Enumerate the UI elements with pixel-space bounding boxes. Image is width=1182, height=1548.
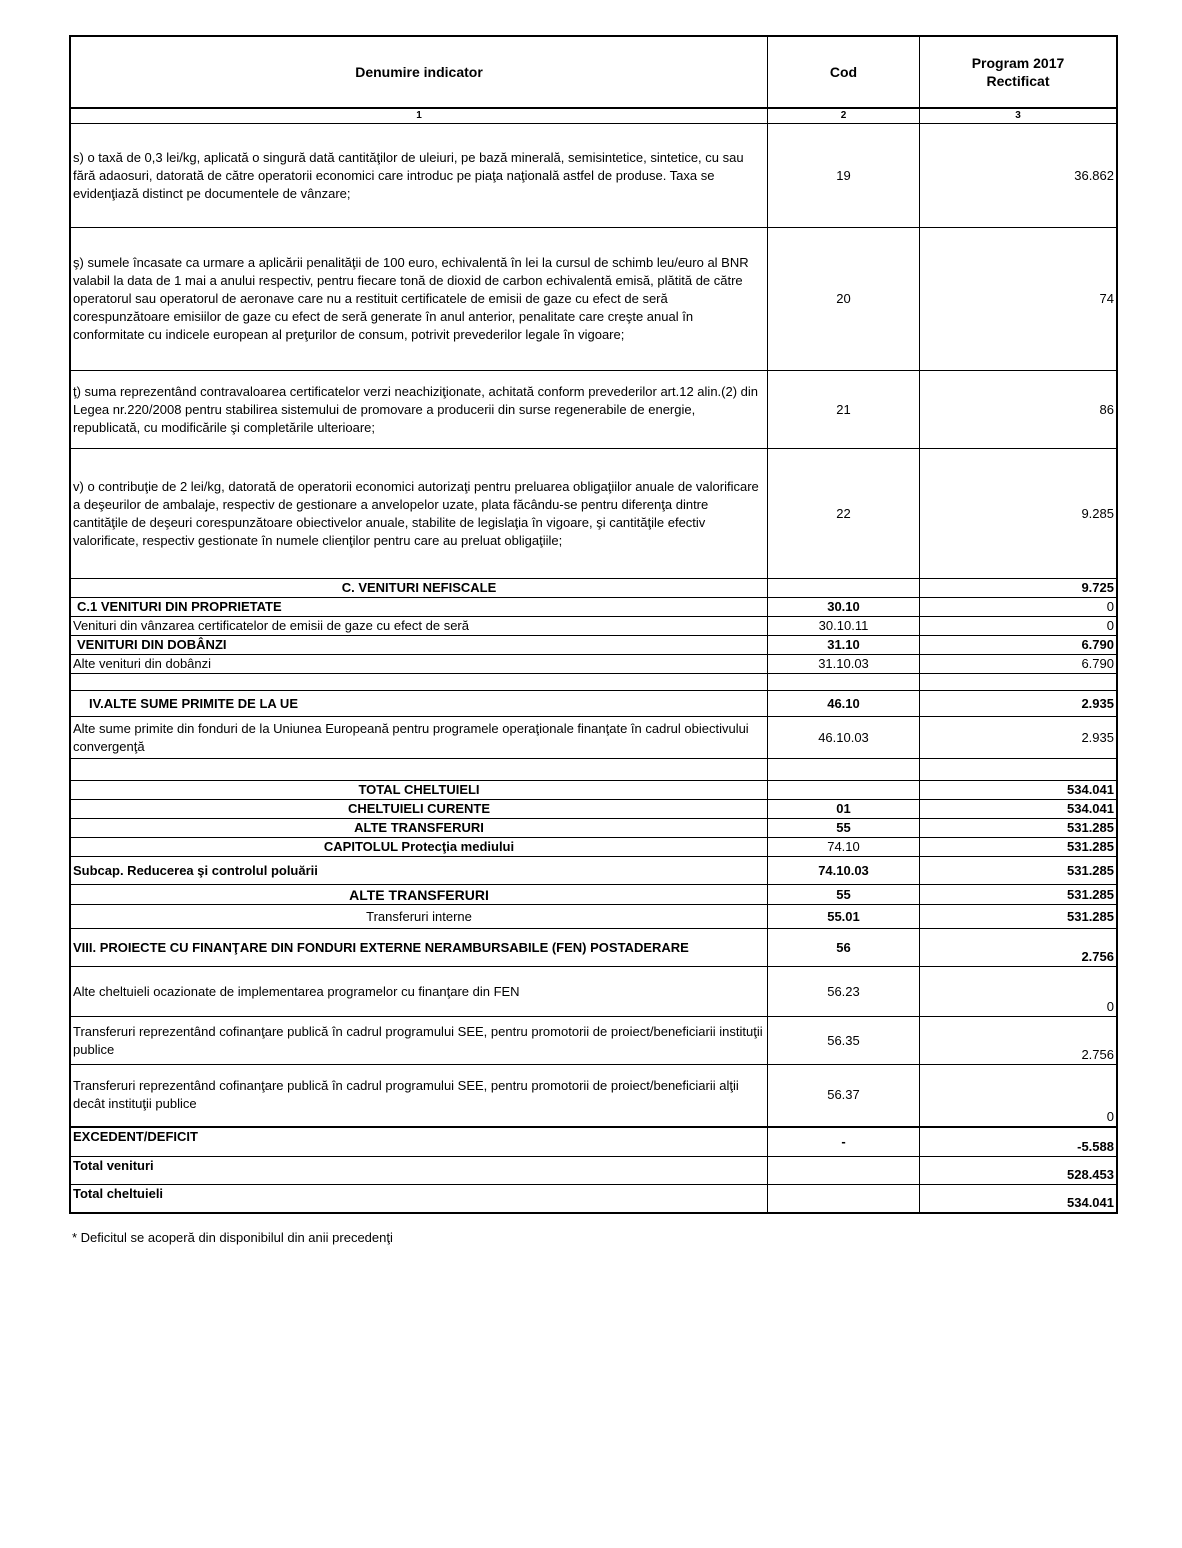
table-row xyxy=(70,1065,1117,1127)
row-code: 55 xyxy=(768,885,920,905)
row-name: Total venituri xyxy=(70,1157,768,1185)
table-row xyxy=(70,905,1117,929)
table-row xyxy=(70,1017,1117,1065)
row-name: Alte cheltuieli ocazionate de implementarea programelor cu finanţare din FEN xyxy=(70,967,768,1017)
row-name: Transferuri interne xyxy=(70,905,768,929)
table-row xyxy=(70,759,1117,781)
row-code xyxy=(768,1157,920,1185)
table-row xyxy=(70,1185,1117,1213)
row-name: ALTE TRANSFERURI xyxy=(70,885,768,905)
row-value: 9.285 xyxy=(920,449,1118,579)
row-code: 46.10.03 xyxy=(768,717,920,759)
table-row xyxy=(70,857,1117,885)
row-value: 2.935 xyxy=(920,717,1118,759)
table-row xyxy=(70,371,1117,449)
row-code: 55 xyxy=(768,819,920,838)
row-code: 56 xyxy=(768,929,920,967)
row-code xyxy=(768,674,920,691)
row-name: Total cheltuieli xyxy=(70,1185,768,1213)
row-value: 6.790 xyxy=(920,655,1118,674)
table-row xyxy=(70,929,1117,967)
row-name: Transferuri reprezentând cofinanţare publică în cadrul programului SEE, pentru promotorii de proiect/beneficiarii instituţii publice xyxy=(70,1017,768,1065)
row-name: VENITURI DIN DOBÂNZI xyxy=(70,636,768,655)
table-row xyxy=(70,655,1117,674)
row-code: 56.35 xyxy=(768,1017,920,1065)
table-row xyxy=(70,819,1117,838)
row-code: 30.10.11 xyxy=(768,617,920,636)
row-value: 531.285 xyxy=(920,838,1118,857)
header-program-line1: Program 2017 xyxy=(971,55,1065,71)
row-name: TOTAL CHELTUIELI xyxy=(70,781,768,800)
header-program xyxy=(920,36,1118,108)
row-value: 534.041 xyxy=(920,781,1118,800)
row-value: 9.725 xyxy=(920,579,1118,598)
table-row xyxy=(70,228,1117,371)
row-name: CHELTUIELI CURENTE xyxy=(70,800,768,819)
row-name: CAPITOLUL Protecţia mediului xyxy=(70,838,768,857)
row-value: 531.285 xyxy=(920,885,1118,905)
row-code: 74.10.03 xyxy=(768,857,920,885)
row-value: 531.285 xyxy=(920,857,1118,885)
row-code: 55.01 xyxy=(768,905,920,929)
table-row xyxy=(70,691,1117,717)
row-name: IV.ALTE SUME PRIMITE DE LA UE xyxy=(70,691,768,717)
row-value: 0 xyxy=(920,598,1118,617)
table-row xyxy=(70,449,1117,579)
row-code: 46.10 xyxy=(768,691,920,717)
row-code: 19 xyxy=(768,124,920,228)
row-code: 20 xyxy=(768,228,920,371)
table-row xyxy=(70,885,1117,905)
row-name: C.1 VENITURI DIN PROPRIETATE xyxy=(70,598,768,617)
table-row xyxy=(70,1157,1117,1185)
header-program-line2: Rectificat xyxy=(986,73,1050,89)
row-name: v) o contribuţie de 2 lei/kg, datorată de operatorii economici autorizaţi pentru preluarea obligaţiilor anuale de valorificare a deşeurilor de ambalaje, respectiv de gestionare a anvelopelor uzate, plata făcându-se pentru diferenţa dintre cantităţile de deşeuri corespunzătoare obiectivelor anuale, stabilite de legislaţia în vigoare, şi cantităţile efectiv valorificate, respectiv gestionate în numele clienţilor pentru care au preluat obligaţiile; xyxy=(70,449,768,579)
row-name: C. VENITURI NEFISCALE xyxy=(70,579,768,598)
row-value xyxy=(920,674,1118,691)
row-value: 0 xyxy=(920,617,1118,636)
row-name xyxy=(70,759,768,781)
header-denumire: Denumire indicator xyxy=(70,36,768,108)
row-name: s) o taxă de 0,3 lei/kg, aplicată o singură dată cantităţilor de uleiuri, pe bază minerală, semisintetice, sintetice, cu sau fără adaosuri, datorată de către operatorii economici care introduc pe piaţa naţională astfel de produse. Taxa se evidenţiază distinct pe documentele de vânzare; xyxy=(70,124,768,228)
row-code: 22 xyxy=(768,449,920,579)
row-code xyxy=(768,781,920,800)
table-row xyxy=(70,598,1117,617)
row-name: ţ) suma reprezentând contravaloarea certificatelor verzi neachiziţionate, achitată conform prevederilor art.12 alin.(2) din Legea nr.220/2008 pentru stabilirea sistemului de promovare a producerii din surse regenerabile de energie, republicată, cu modificările şi completările ulterioare; xyxy=(70,371,768,449)
table-row xyxy=(70,579,1117,598)
table-row xyxy=(70,124,1117,228)
row-name: VIII. PROIECTE CU FINANŢARE DIN FONDURI EXTERNE NERAMBURSABILE (FEN) POSTADERARE xyxy=(70,929,768,967)
row-value: 534.041 xyxy=(920,1185,1118,1213)
col-number-1: 1 xyxy=(70,108,768,124)
row-name xyxy=(70,674,768,691)
row-value: 2.935 xyxy=(920,691,1118,717)
row-code: 01 xyxy=(768,800,920,819)
row-value: 2.756 xyxy=(920,1017,1118,1065)
row-name: Subcap. Reducerea şi controlul poluării xyxy=(70,857,768,885)
row-code: 56.37 xyxy=(768,1065,920,1127)
row-code: 30.10 xyxy=(768,598,920,617)
row-code xyxy=(768,579,920,598)
row-value: 36.862 xyxy=(920,124,1118,228)
footnote: * Deficitul se acoperă din disponibilul din anii precedenţi xyxy=(72,1230,393,1245)
row-code xyxy=(768,1185,920,1213)
column-numbers xyxy=(70,108,1117,124)
row-name: Alte sume primite din fonduri de la Uniunea Europeană pentru programele operaţionale finanţate în cadrul obiectivului convergenţă xyxy=(70,717,768,759)
table-row xyxy=(70,800,1117,819)
row-value: 528.453 xyxy=(920,1157,1118,1185)
table-row xyxy=(70,617,1117,636)
row-value: 74 xyxy=(920,228,1118,371)
row-code: 31.10 xyxy=(768,636,920,655)
row-name: ALTE TRANSFERURI xyxy=(70,819,768,838)
table-row xyxy=(70,717,1117,759)
table-header xyxy=(70,36,1117,108)
row-code: 56.23 xyxy=(768,967,920,1017)
row-name: ş) sumele încasate ca urmare a aplicării penalităţii de 100 euro, echivalentă în lei la cursul de schimb leu/euro al BNR valabil la data de 1 mai a anului respectiv, pentru fiecare tonă de dioxid de carbon echivalentă emisă, plătită de către operatorul sau operatorul de aeronave care nu a restituit certificatele de emisii de gaze cu efect de seră corespunzătoare emisiilor de gaze cu efect de seră generate în anul anterior, penalitate care creşte anual în conformitate cu indicele european al preţurilor de consum, potrivit prevederilor legale în vigoare; xyxy=(70,228,768,371)
row-value: 0 xyxy=(920,967,1118,1017)
table-row xyxy=(70,636,1117,655)
row-name: EXCEDENT/DEFICIT xyxy=(70,1127,768,1157)
row-code: 31.10.03 xyxy=(768,655,920,674)
row-value: 531.285 xyxy=(920,819,1118,838)
budget-table xyxy=(69,35,1118,1214)
table-row xyxy=(70,781,1117,800)
table-row xyxy=(70,967,1117,1017)
header-cod: Cod xyxy=(768,36,920,108)
row-value: 534.041 xyxy=(920,800,1118,819)
row-name: Venituri din vânzarea certificatelor de emisii de gaze cu efect de seră xyxy=(70,617,768,636)
row-value: 531.285 xyxy=(920,905,1118,929)
row-value: 6.790 xyxy=(920,636,1118,655)
row-value xyxy=(920,759,1118,781)
row-code xyxy=(768,759,920,781)
row-value: 86 xyxy=(920,371,1118,449)
row-value: 2.756 xyxy=(920,929,1118,967)
row-name: Transferuri reprezentând cofinanţare publică în cadrul programului SEE, pentru promotorii de proiect/beneficiarii alţii decât instituţii publice xyxy=(70,1065,768,1127)
table-row xyxy=(70,674,1117,691)
row-code: 74.10 xyxy=(768,838,920,857)
row-value: 0 xyxy=(920,1065,1118,1127)
row-code: - xyxy=(768,1127,920,1157)
table-row xyxy=(70,838,1117,857)
row-value: -5.588 xyxy=(920,1127,1118,1157)
row-name: Alte venituri din dobânzi xyxy=(70,655,768,674)
row-code: 21 xyxy=(768,371,920,449)
table-row xyxy=(70,1127,1117,1157)
col-number-3: 3 xyxy=(920,108,1118,124)
col-number-2: 2 xyxy=(768,108,920,124)
